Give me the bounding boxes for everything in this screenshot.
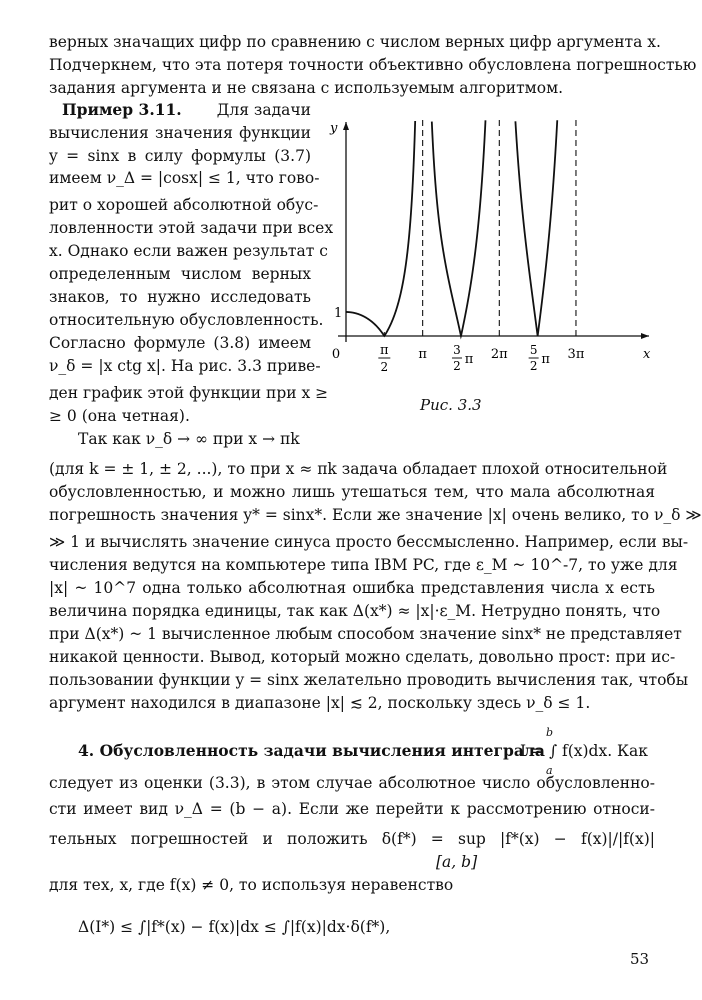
text-line: y = sinx в силу формулы (3.7) (49, 147, 311, 165)
page-number: 53 (630, 950, 650, 968)
asymptotes (384, 120, 576, 336)
y-axis-label: y (330, 121, 338, 136)
text-line: верных значащих цифр по сравнению с числом верных цифр аргумента x. (49, 33, 661, 51)
text-line: |x| ~ 10^7 одна только абсолютная ошибка представления числа x есть (49, 579, 655, 597)
tick-labels (332, 306, 585, 374)
example-text: Для задачи (216, 101, 311, 119)
text-line: пользовании функции y = sinx желательно проводить вычисления так, чтобы (49, 671, 689, 689)
tick-symbol: π (541, 352, 550, 367)
x-tick-label (568, 347, 585, 362)
figure-3-3 (332, 110, 657, 380)
text-line: рит о хорошей абсолютной обус- (49, 196, 319, 214)
curve-branch (432, 120, 486, 336)
text-line: Согласно формуле (3.8) имеем (49, 334, 311, 352)
text-line: аргумент находился в диапазоне |x| ≲ 2, поскольку здесь ν_δ ≤ 1. (49, 694, 591, 712)
text-line: относительную обусловленность. (49, 311, 324, 329)
tick-denominator: 2 (529, 359, 538, 373)
x-axis-arrow (641, 333, 649, 339)
curve-branch (346, 121, 415, 336)
sup-domain: [a, b] (436, 853, 478, 871)
text-line: никакой ценности. Вывод, который можно сделать, довольно прост: при ис- (49, 648, 676, 666)
text-line: вычисления значения функции (49, 124, 311, 142)
text-line: определенным числом верных (49, 265, 311, 283)
integral-lower-limit: a (546, 764, 553, 777)
tick-numerator: 3 (453, 343, 461, 357)
text-line: Так как ν_δ → ∞ при x → πk (78, 430, 300, 448)
x-tick-label (418, 347, 427, 362)
text-line: x. Однако если важен результат с (49, 242, 328, 260)
curves (346, 120, 557, 336)
tick-symbol: π (464, 352, 474, 367)
x-tick-label (452, 343, 474, 373)
text-line: ≥ 0 (она четная). (49, 407, 190, 425)
text-line: ν_δ = |x ctg x|. На рис. 3.3 приве- (49, 357, 321, 375)
x-tick-label (378, 343, 390, 374)
inequality: Δ(I*) ≤ ∫|f*(x) − f(x)|dx ≤ ∫|f(x)|dx·δ(f*), (78, 918, 391, 936)
text-line: задания аргумента и не связана с используемым алгоритмом. (49, 79, 564, 97)
x-tick-label (332, 347, 340, 362)
text-line: при Δ(x*) ~ 1 вычисленное любым способом значение sinx* не представляет (49, 625, 682, 643)
integral-upper-limit: b (546, 726, 554, 739)
text-line: ден график этой функции при x ≥ (49, 384, 329, 402)
tick-text: π (418, 347, 427, 362)
text-line: ловленности этой задачи при всех (49, 219, 334, 237)
tick-text: 3π (567, 347, 585, 362)
example-line-first (62, 101, 311, 119)
text-line: Подчеркнем, что эта потеря точности объективно обусловлена погрешностью (49, 56, 697, 74)
section-heading: 4. Обусловленность задачи вычисления интеграла (78, 741, 545, 760)
x-axis-label: x (643, 347, 651, 362)
tick-denominator: 2 (453, 359, 461, 373)
y-axis-arrow (343, 122, 349, 130)
figure-caption: Рис. 3.3 (420, 396, 482, 414)
text-line: имеем ν_Δ = |cosx| ≤ 1, что гово- (49, 169, 320, 187)
example-label: Пример 3.11. (62, 100, 182, 119)
text-line: сти имеет вид ν_Δ = (b − a). Если же перейти к рассмотрению относи- (49, 800, 655, 818)
tick-text: 2π (490, 347, 508, 362)
text-line: величина порядка единицы, так как Δ(x*) ≈ |x|·ε_M. Нетрудно понять, что (49, 602, 661, 620)
tick-numerator: π (380, 343, 389, 358)
section-4-heading (78, 742, 545, 760)
text-line: обусловленностью, и можно лишь утешаться тем, что мала абсолютная (49, 483, 655, 501)
y-tick-label: 1 (334, 306, 343, 321)
text-line: знаков, то нужно исследовать (49, 288, 311, 306)
text-line: ≫ 1 и вычислять значение синуса просто бессмысленно. Например, если вы- (49, 533, 689, 551)
tick-text: 0 (331, 347, 341, 362)
text-line: (для k = ± 1, ± 2, ...), то при x ≈ πk задача обладает плохой относительной (49, 460, 668, 478)
curve-branch (515, 120, 557, 336)
text-line: числения ведутся на компьютере типа IBM PC, где ε_M ~ 10^-7, то уже для (49, 556, 678, 574)
tick-denominator: 2 (380, 360, 389, 374)
text-line: погрешность значения y* = sinx*. Если же значение |x| очень велико, то ν_δ ≫ (49, 506, 702, 524)
text-line: для тех, x, где f(x) ≠ 0, то используя неравенство (49, 876, 454, 894)
x-tick-label (491, 347, 508, 362)
integral-formula: I = ∫ f(x)dx. Как (520, 742, 648, 760)
x-tick-label (529, 343, 551, 373)
text-line: тельных погрешностей и положить δ(f*) = sup |f*(x) − f(x)|/|f(x)| (49, 830, 655, 848)
tick-numerator: 5 (529, 343, 538, 357)
text-line: следует из оценки (3.3), в этом случае абсолютное число обусловленно- (49, 774, 655, 792)
